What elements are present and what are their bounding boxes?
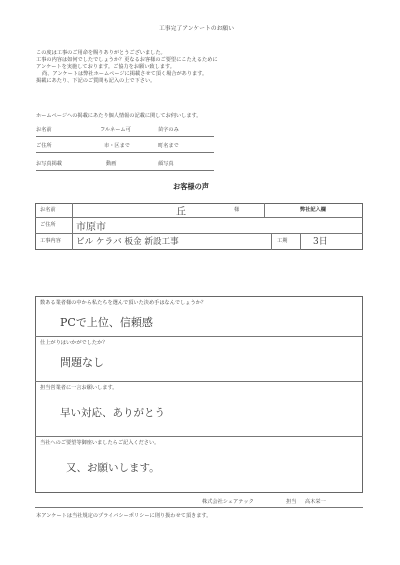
divider — [36, 136, 214, 137]
intro-line: この度は工事のご用命を賜りありがとうございました。 — [36, 50, 166, 56]
answer-3[interactable]: 早い対応、ありがとう — [60, 407, 165, 419]
table-divider — [264, 203, 265, 217]
privacy-photo-label: お写真掲載 — [36, 161, 62, 167]
privacy-address-city-option[interactable]: 市・区まで — [104, 143, 130, 149]
table-divider — [72, 203, 73, 250]
question-divider — [35, 436, 363, 437]
intro-line: 掲載にあたり、下記のご質問も記入の上で下さい。 — [36, 78, 156, 84]
answer-2[interactable]: 問題なし — [60, 356, 104, 369]
customer-address-label: ご住所 — [40, 222, 56, 228]
question-3: 担当営業者に一言お願いします。 — [40, 385, 118, 391]
work-content-value[interactable]: ビル ケラバ 板金 新設工事 — [76, 237, 179, 247]
privacy-photo-video-option[interactable]: 動画 — [106, 161, 117, 167]
answer-1[interactable]: PCで上位、信頼感 — [60, 316, 153, 329]
divider — [36, 152, 214, 153]
table-divider — [271, 233, 272, 250]
intro-line: アンケートを実施しております。ご協力をお願い致します。 — [36, 64, 175, 70]
office-use-label: 弊社記入欄 — [300, 207, 326, 213]
company-name: 株式会社シェアテック — [202, 499, 254, 505]
work-period-value[interactable]: 3日 — [313, 237, 328, 247]
honorific: 様 — [234, 207, 240, 213]
intro-line: 尚、アンケートは弊社ホームページに掲載させて頂く場合があります。 — [42, 71, 208, 77]
privacy-policy-note: 本アンケートは当社規定のプライバシーポリシーに則り扱わせて頂きます。 — [36, 513, 212, 519]
table-divider — [300, 233, 301, 250]
privacy-name-surname-option[interactable]: 苗字のみ — [158, 127, 179, 133]
question-1: 数ある業者様の中から私たちを選んで頂いた決め手はなんでしょうか？ — [40, 300, 207, 306]
privacy-address-town-option[interactable]: 町名まで — [158, 143, 179, 149]
footer-divider — [35, 507, 363, 508]
customer-address-value[interactable]: 市原市 — [76, 222, 106, 233]
privacy-photo-face-option[interactable]: 顔写真 — [158, 161, 174, 167]
representative-name: 高木栄一 — [305, 499, 326, 505]
privacy-intro: ホームページへの掲載にあたり個人情報の記載に関してお伺いします。 — [36, 113, 202, 119]
page-title: 工事完了アンケートのお願い — [159, 26, 235, 32]
divider — [36, 170, 214, 171]
answer-4[interactable]: 又、お願いします。 — [66, 462, 160, 474]
customer-name-value[interactable]: 丘 — [176, 207, 186, 218]
privacy-name-fullname-option[interactable]: フルネーム可 — [100, 127, 131, 133]
question-4: 当社へのご要望等御座いましたらご記入ください。 — [40, 440, 160, 446]
voice-section-title: お客様の声 — [173, 182, 209, 191]
question-divider — [35, 336, 363, 337]
representative-label: 担当 — [286, 499, 297, 505]
question-2: 仕上がりはいかがでしたか？ — [40, 340, 108, 346]
question-divider — [35, 381, 363, 382]
customer-name-label: お名前 — [40, 207, 56, 213]
work-content-label: 工事内容 — [40, 238, 61, 244]
intro-line: 工事の内容は如何でしたでしょうか？更なるお客様のご要望にこたえるために — [36, 57, 218, 63]
privacy-name-label: お名前 — [36, 127, 52, 133]
work-period-label: 工期 — [277, 238, 288, 244]
privacy-address-label: ご住所 — [36, 143, 52, 149]
